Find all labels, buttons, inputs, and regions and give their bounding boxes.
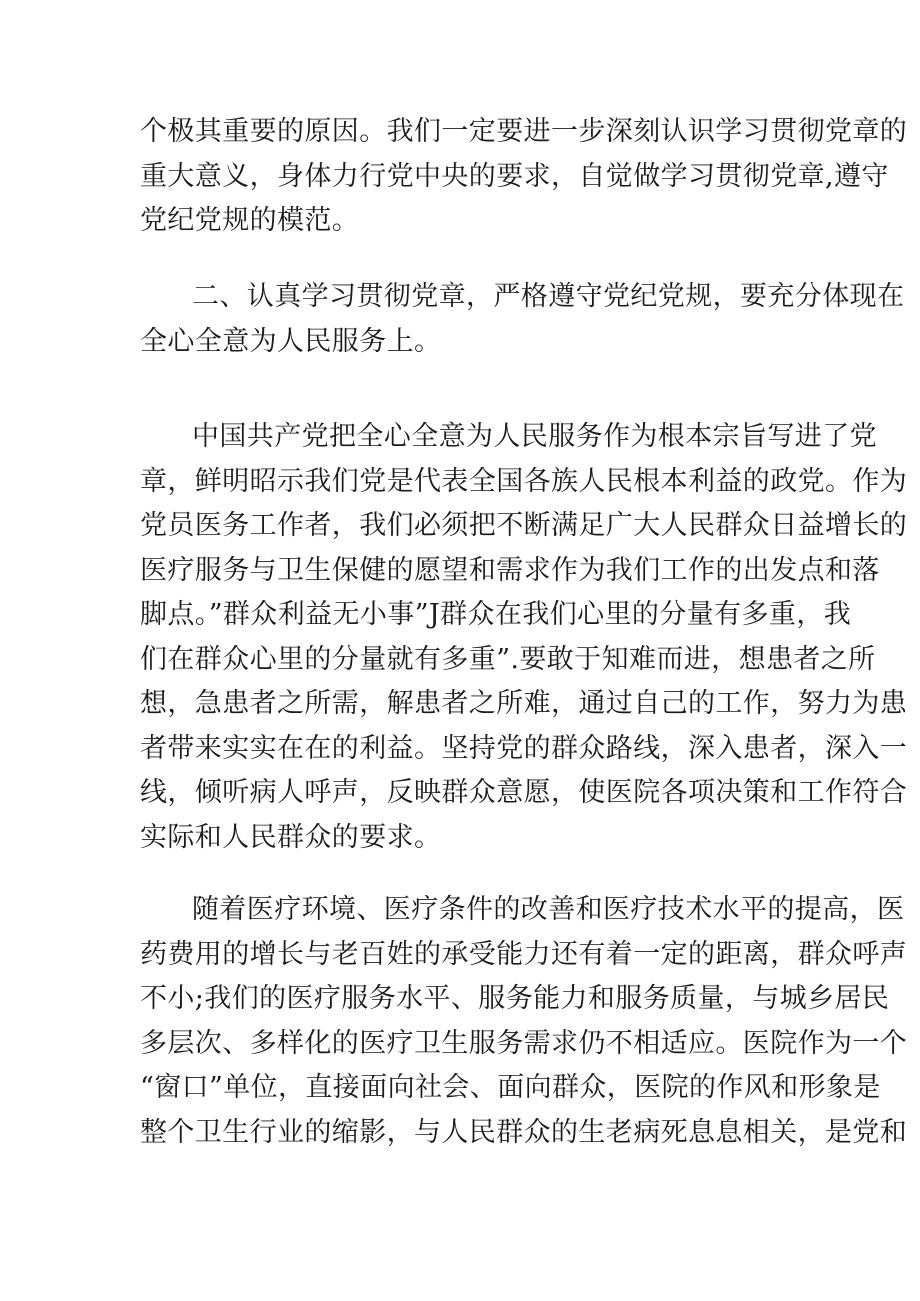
text-line: 者带来实实在在的利益。坚持党的群众路线，深入患者，深入一: [140, 732, 908, 764]
text-line: 们在群众心里的分量就有多重”.要敢于知难而进，想患者之所: [140, 643, 876, 675]
text-line: 线，倾听病人呼声，反映群众意愿，使医院各项决策和工作符合: [140, 777, 908, 808]
text-line: 中国共产党把全心全意为人民服务作为根本宗旨写进了党: [192, 421, 877, 452]
paragraph-1: [140, 110, 908, 244]
text-line: 实际和人民群众的要求。: [140, 821, 442, 853]
text-line: 整个卫生行业的缩影，与人民群众的生老病死息息相关，是党和: [140, 1116, 908, 1148]
text-line: “窗口”单位，直接面向社会、面向群众，医院的作风和形象是: [140, 1072, 881, 1103]
text-line: 重大意义，身体力行党中央的要求，自觉做学习贯彻党章,遵守: [140, 160, 889, 192]
text-line: 不小;我们的医疗服务水平、服务能力和服务质量，与城乡居民: [140, 983, 890, 1014]
paragraph-4: [140, 888, 908, 1155]
paragraph-2-heading: [140, 275, 905, 364]
text-line: 党纪党规的模范。: [140, 205, 360, 236]
text-line: 药费用的增长与老百姓的承受能力还有着一定的距离，群众呼声: [140, 938, 908, 970]
text-line: 全心全意为人民服务上。: [140, 325, 442, 357]
text-line: 二、认真学习贯彻党章，严格遵守党纪党规，要充分体现在: [192, 281, 905, 312]
text-line: 医疗服务与卫生保健的愿望和需求作为我们工作的出发点和落: [140, 554, 880, 586]
text-line: 脚点。”群众利益无小事”J群众在我们心里的分量有多重，我: [140, 599, 852, 630]
text-line: 个极其重要的原因。我们一定要进一步深刻认识学习贯彻党章的: [140, 116, 908, 147]
paragraph-3: [140, 415, 908, 905]
text-line: 章，鲜明昭示我们党是代表全国各族人民根本利益的政党。作为: [140, 465, 908, 497]
text-line: 党员医务工作者，我们必须把不断满足广大人民群众日益增长的: [140, 510, 908, 541]
text-line: 多层次、多样化的医疗卫生服务需求仍不相适应。医院作为一个: [140, 1027, 908, 1059]
text-line: 随着医疗环境、医疗条件的改善和医疗技术水平的提高，医: [192, 894, 905, 925]
text-line: 想，急患者之所需，解患者之所难，通过自己的工作，努力为患: [140, 688, 908, 719]
